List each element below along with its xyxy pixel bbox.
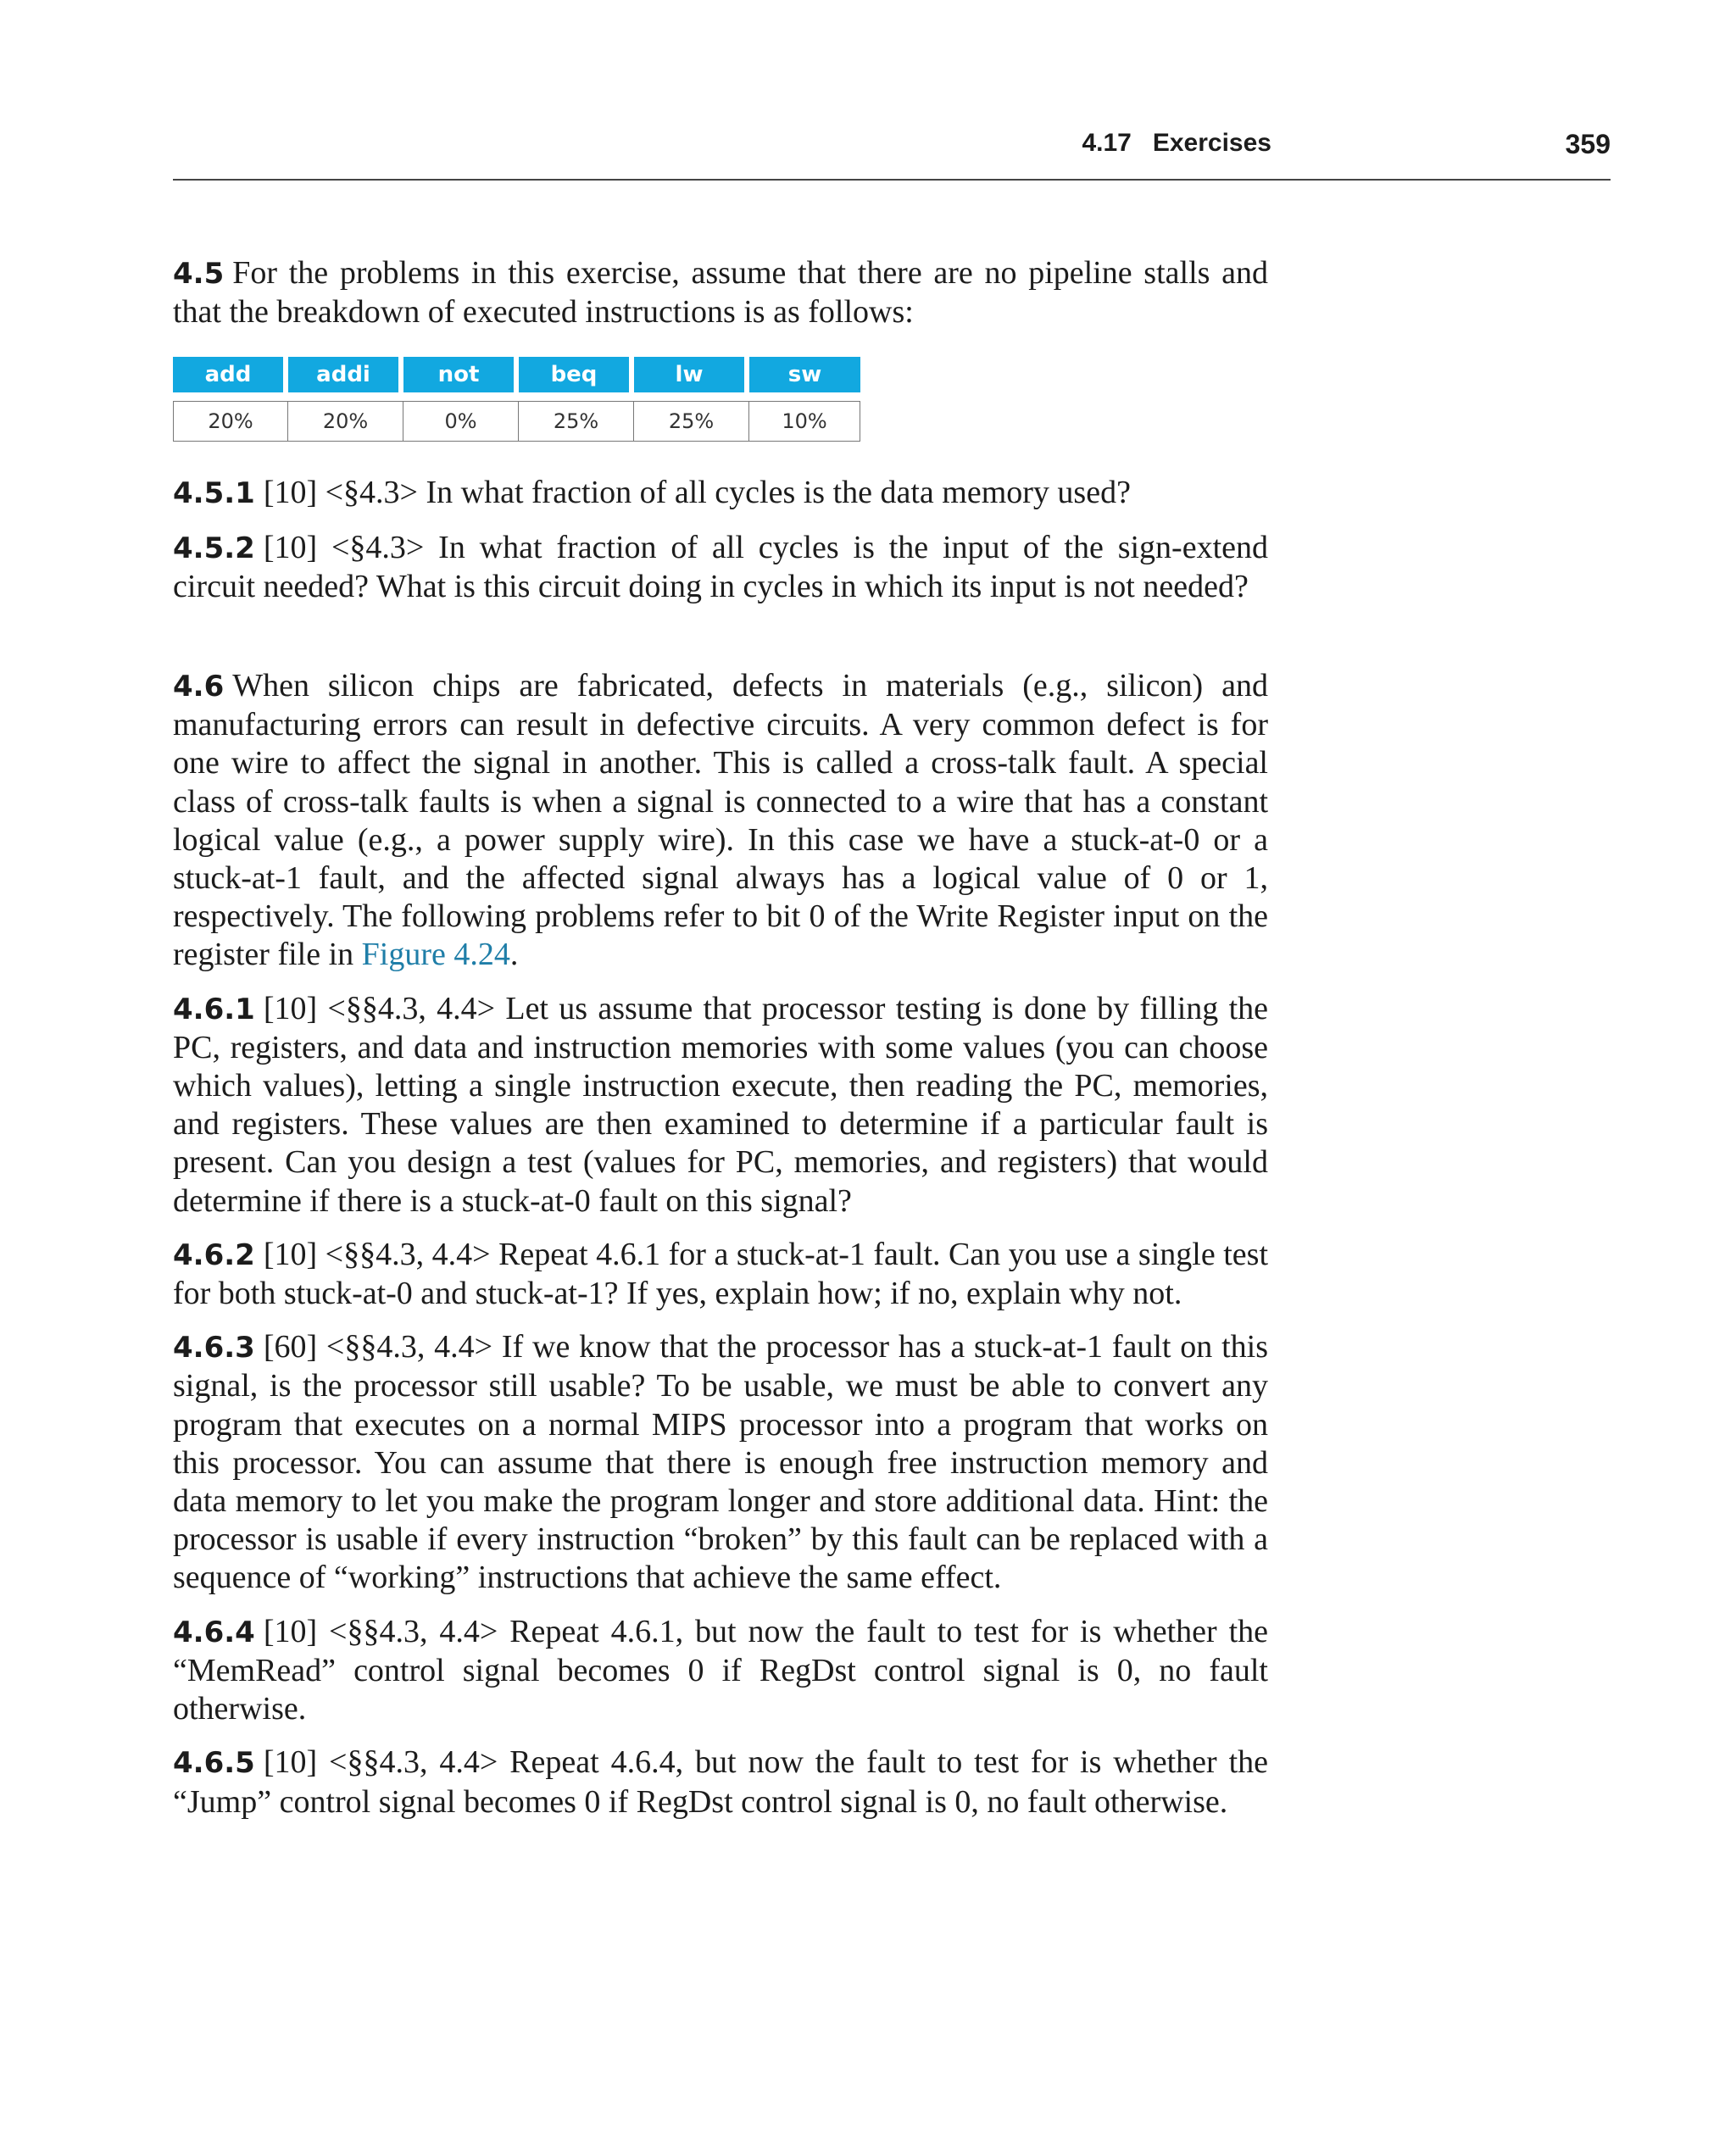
- col-lw: lw: [634, 357, 749, 392]
- problem-4-6-3: [173, 1328, 1268, 1597]
- col-not: not: [403, 357, 519, 392]
- exercise-4-6: [173, 667, 1268, 975]
- problem-text: [10] <§§4.3, 4.4> Repeat 4.6.1 for a stuck-at-1 fault. Can you use a single test for both stuck-at-0 and stuck-at-1? If yes, explain how; if no, explain why not.: [173, 1236, 1268, 1312]
- exercise-number: 4.6: [173, 670, 225, 704]
- table-header-row: [173, 357, 860, 392]
- problem-4-6-5: [173, 1743, 1268, 1821]
- col-beq: beq: [519, 357, 634, 392]
- problem-number: 4.6.2: [173, 1237, 255, 1272]
- exercise-text-tail: .: [509, 937, 519, 973]
- cell-beq: 25%: [519, 401, 634, 442]
- instruction-mix-table: [173, 357, 860, 442]
- running-header: [173, 129, 1611, 180]
- problem-4-5-2: [173, 529, 1268, 606]
- page-body: [173, 254, 1268, 1821]
- col-sw: sw: [749, 357, 860, 392]
- problem-number: 4.6.4: [173, 1615, 255, 1649]
- page-number: 359: [1565, 129, 1611, 159]
- problem-number: 4.6.1: [173, 992, 255, 1026]
- exercise-number: 4.5: [173, 257, 225, 291]
- problem-text: [60] <§§4.3, 4.4> If we know that the processor has a stuck-at-1 fault on this signal, is the processor still usable? To be usable, we must be able to convert any program that executes on a normal MIPS processor into a program that works on this processor. You can assume that there is enough free instruction memory and data memory to let you make the program longer and store additional data. Hint: the processor is usable if every instruction “broken” by this fault can be replaced with a sequence of “working” instructions that achieve the same effect.: [173, 1329, 1268, 1596]
- header-rule: [173, 179, 1611, 181]
- section-title: 4.17 Exercises: [1082, 129, 1271, 157]
- problem-4-6-2: [173, 1236, 1268, 1313]
- problem-text: [10] <§4.3> In what fraction of all cycles is the data memory used?: [263, 475, 1131, 511]
- problem-number: 4.5.1: [173, 476, 255, 511]
- col-add: add: [173, 357, 288, 392]
- problem-number: 4.6.5: [173, 1746, 255, 1781]
- problem-text: [10] <§4.3> In what fraction of all cycles is the input of the sign-extend circuit needed? What is this circuit doing in cycles in which its input is not needed?: [173, 529, 1268, 604]
- problem-number: 4.6.3: [173, 1331, 255, 1365]
- problem-4-6-1: [173, 990, 1268, 1221]
- problem-4-5-1: [173, 474, 1268, 513]
- exercise-4-5: [173, 254, 1268, 331]
- cell-addi: 20%: [288, 401, 403, 442]
- problem-text: [10] <§§4.3, 4.4> Repeat 4.6.4, but now the fault to test for is whether the “Jump” control signal becomes 0 if RegDst control signal is 0, no fault otherwise.: [173, 1744, 1268, 1820]
- problem-text: [10] <§§4.3, 4.4> Let us assume that processor testing is done by filling the PC, registers, and data and instruction memories with some values (you can choose which values), letting a single instruction execute, then reading the PC, memories, and registers. These values are then examined to determine if a particular fault is present. Can you design a test (values for PC, memories, and registers) that would determine if there is a stuck-at-0 fault on this signal?: [173, 990, 1268, 1219]
- col-addi: addi: [288, 357, 403, 392]
- cell-lw: 25%: [634, 401, 749, 442]
- exercise-text: When silicon chips are fabricated, defects in materials (e.g., silicon) and manufacturing errors can result in defective circuits. A very common defect is for one wire to affect the signal in another. This is called a cross-talk fault. A special class of cross-talk faults is when a signal is connected to a wire that has a constant logical value (e.g., a power supply wire). In this case we have a stuck-at-0 or a stuck-at-1 fault, and the affected signal always has a logical value of 0 or 1, respectively. The following problems refer to bit 0 of the Write Register input on the register file in: [173, 668, 1268, 973]
- figure-link[interactable]: Figure 4.24: [361, 937, 510, 973]
- problem-text: [10] <§§4.3, 4.4> Repeat 4.6.1, but now the fault to test for is whether the “MemRead” control signal becomes 0 if RegDst control signal is 0, no fault otherwise.: [173, 1613, 1268, 1727]
- cell-not: 0%: [403, 401, 519, 442]
- exercise-text: For the problems in this exercise, assume that there are no pipeline stalls and that the breakdown of executed instructions is as follows:: [173, 255, 1268, 331]
- table-row: [173, 401, 860, 442]
- cell-add: 20%: [173, 401, 288, 442]
- cell-sw: 10%: [749, 401, 860, 442]
- problem-number: 4.5.2: [173, 531, 255, 565]
- problem-4-6-4: [173, 1613, 1268, 1729]
